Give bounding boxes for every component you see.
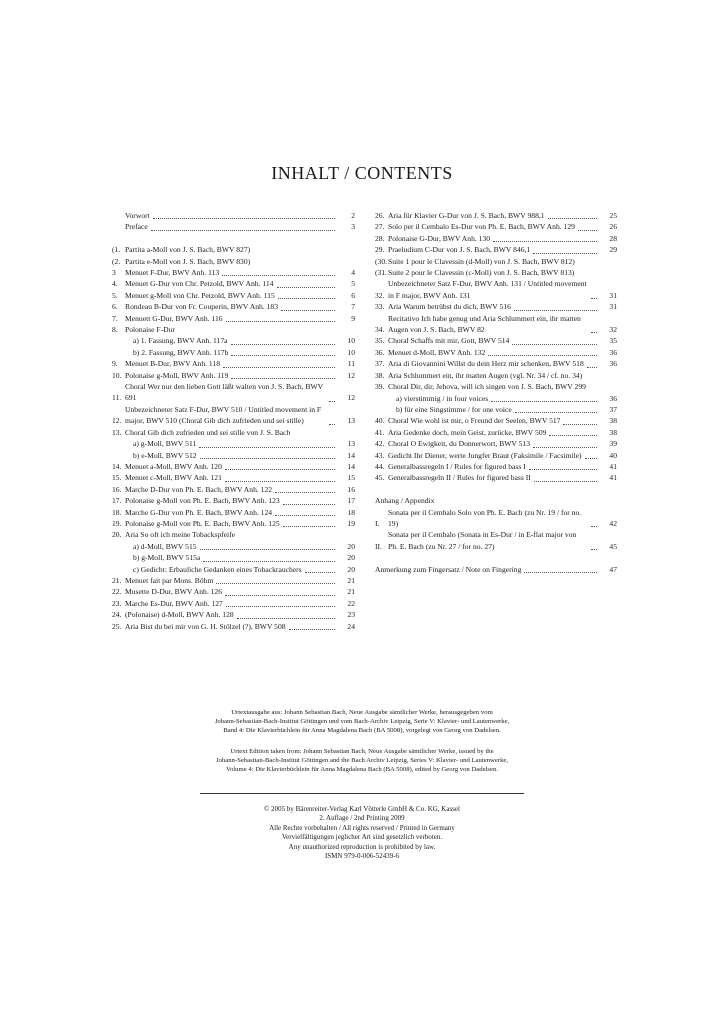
toc-entry [112, 507, 355, 518]
toc-entry-number: 23. [112, 598, 122, 608]
copyright-line: ISMN 979-0-006-52439-6 [324, 852, 400, 861]
toc-entry [112, 529, 355, 540]
toc-entry-text: b) e-Moll, BWV 512 [133, 450, 197, 460]
edition-line: Johann-Sebastian-Bach-Institut Göttingen und vom Bach-Archiv Leipzig, Serie V: Klavier- und Lautenwerke, [214, 718, 510, 726]
toc-entry-text: b) für eine Singstimme / for one voice [396, 404, 512, 414]
toc-entry [375, 267, 617, 278]
leader-dots [283, 504, 335, 505]
leader-dots [587, 367, 597, 368]
toc-entry-number: 12. [112, 416, 122, 426]
toc-entry [112, 495, 355, 506]
toc-right-entries [375, 210, 617, 484]
toc-entry [375, 450, 617, 461]
toc-entry-text: Choral Schaffs mit mir, Gott, BWV 514 [388, 336, 510, 346]
leader-dots [491, 401, 597, 402]
toc-entry-number: 15. [112, 473, 122, 483]
toc-entry-page: 14 [347, 461, 355, 471]
toc-entry-number: 21. [112, 575, 122, 585]
toc-entry-number: 10. [112, 370, 122, 380]
toc-entry-number: 26. [375, 211, 385, 220]
toc-entry-text: Menuet F-Dur, BWV Anh. 113 [125, 268, 220, 278]
toc-entry-page: 10 [347, 336, 355, 346]
leader-dots [578, 230, 597, 231]
toc-entry [112, 598, 355, 609]
toc-entry [112, 313, 355, 324]
toc-entry [375, 233, 617, 244]
toc-entry-number: (2. [112, 256, 121, 266]
toc-entry [112, 278, 355, 289]
leader-dots [533, 447, 597, 448]
toc-entry-number: 6. [112, 302, 118, 312]
toc-entry [375, 335, 617, 346]
toc-entry-number: 34. [375, 325, 385, 335]
toc-entry-page: 21 [347, 575, 355, 585]
toc-entry-number: 40. [375, 416, 385, 426]
toc-entry-number: (31. [375, 268, 388, 278]
toc-entry [112, 484, 355, 495]
toc-entry [112, 381, 355, 404]
toc-entry-number: 43. [375, 450, 385, 460]
leader-dots [563, 424, 597, 425]
toc-entry [112, 256, 355, 267]
toc-entry-text: Generalbassregeln II / Rules for figured bass II [388, 473, 531, 483]
leader-dots [529, 469, 597, 470]
toc-entry [112, 552, 355, 563]
toc-entry-page: 20 [347, 564, 355, 574]
toc-entry-text: Menuet g-Moll von Chr. Petzold, BWV Anh. 115 [125, 290, 275, 300]
edition-line: Urtext Edition taken from: Johann Sebastian Bach, Neue Ausgabe sämtlicher Werke, issued by the [230, 748, 494, 755]
toc-entry-number: 3 [112, 268, 116, 278]
toc-entry-page: 42 [609, 518, 617, 528]
leader-dots [222, 275, 335, 276]
toc-entry [112, 347, 355, 358]
toc-entry [375, 507, 617, 530]
toc-entry-page: 36 [609, 393, 617, 403]
toc-entry-number: 41. [375, 427, 385, 437]
edition-line: Band 4: Die Klavierbüchlein für Anna Magdalena Bach (BA 5008), vorgelegt von Georg von Dadelsen. [223, 727, 501, 735]
toc-entry-number: I. [375, 518, 380, 528]
toc-entry-text: Menuett G-Dur, BWV Anh. 116 [125, 313, 223, 323]
toc-entry-number: 22. [112, 587, 122, 597]
leader-dots [203, 561, 335, 562]
toc-entry-page: 4 [351, 268, 355, 278]
toc-entry-text: Polonaise g-Moll von Ph. E. Bach, BWV Anh. 125 [125, 518, 280, 528]
leader-dots [225, 469, 335, 470]
toc-entry-page: 14 [347, 450, 355, 460]
toc-entry-number: 14. [112, 461, 122, 471]
leader-dots [226, 606, 335, 607]
toc-entry-page: 7 [351, 302, 355, 312]
toc-entry-text: Choral Wie wohl ist mir, o Freund der Seelen, BWV 517 [388, 416, 561, 426]
toc-entry [112, 324, 355, 335]
toc-entry-page: 18 [347, 507, 355, 517]
toc-entry [112, 575, 355, 586]
leader-dots [275, 515, 335, 516]
toc-entry [375, 347, 617, 358]
toc-entry-text: b) g-Moll, BWV 515a [133, 553, 201, 563]
leader-dots [231, 344, 336, 345]
toc-entry-text: Preface [125, 222, 148, 232]
toc-entry-text: Aria So oft ich meine Tobackspfeife [125, 530, 236, 540]
toc-entry [375, 404, 617, 415]
toc-entry-page: 35 [609, 336, 617, 346]
toc-entry-text: Aria für Klavier G-Dur von J. S. Bach, BWV 988,1 [388, 211, 545, 220]
edition-line: Urtextausgabe aus: Johann Sebastian Bach, Neue Ausgabe sämtlicher Werke, herausgegeben vom [231, 709, 493, 716]
copyright-line: Vervielfältigungen jeglicher Art sind gesetzlich verboten. [281, 833, 443, 842]
toc-entry-number: (30. [375, 256, 388, 266]
leader-dots [200, 458, 335, 459]
toc-entry-text: Unbezeichneter Satz F-Dur, BWV Anh. 131 / Untitled movement in F major, BWV Anh. 131 [388, 279, 587, 300]
toc-entry-text: Menuet B-Dur, BWV Anh. 118 [125, 359, 221, 369]
toc-entry [112, 290, 355, 301]
leader-dots [231, 355, 335, 356]
toc-entry-page: 20 [347, 541, 355, 551]
leader-dots [225, 481, 335, 482]
toc-entry-number: 35. [375, 336, 385, 346]
toc-entry [112, 404, 355, 427]
leader-dots [329, 401, 335, 402]
toc-entry-number: (1. [112, 245, 121, 255]
leader-dots [275, 492, 335, 493]
toc-entry-page: 41 [609, 473, 617, 483]
toc-entry-text: Suite 1 pour le Clavessin (d-Moll) von J. S. Bach, BWV 812) [388, 256, 575, 266]
toc-entry-page: 22 [347, 598, 355, 608]
toc-entry-number: 11. [112, 393, 122, 403]
toc-entry [112, 609, 355, 620]
toc-entry-page: 36 [609, 347, 617, 357]
edition-line: Johann-Sebastian-Bach-Institut Göttingen and the Bach Archiv Leipzig, Series V: Klavier- und Lautenwerke, [215, 757, 509, 765]
leader-dots [329, 424, 335, 425]
toc-entry-page: 17 [347, 496, 355, 506]
toc-entry-number: 4. [112, 279, 118, 289]
leader-dots [200, 549, 335, 550]
toc-entry [375, 301, 617, 312]
toc-entry-page: 10 [347, 347, 355, 357]
toc-entry-page: 12 [347, 370, 355, 380]
toc-entry-text: Partita a-Moll von J. S. Bach, BWV 827) [125, 245, 251, 255]
divider-rule [200, 793, 524, 794]
toc-entry-text: Sonata per il Cembalo Solo von Ph. E. Bach (zu Nr. 19 / for no. 19) [388, 507, 582, 528]
copyright-line: © 2005 by Bärenreiter-Verlag Karl Vötterle GmbH & Co. KG, Kassel [264, 805, 460, 813]
leader-dots [515, 412, 597, 413]
appendix-heading [375, 495, 617, 506]
toc-entry-text: Generalbassregeln I / Rules for figured bass I [388, 461, 526, 471]
toc-entry [112, 450, 355, 461]
toc-entry [375, 313, 617, 336]
toc-entry-number: 17. [112, 496, 122, 506]
toc-entry [112, 358, 355, 369]
toc-entry-text: Marche D-Dur von Ph. E. Bach, BWV Anh. 122 [125, 484, 273, 494]
leader-dots [199, 447, 335, 448]
toc-entry [375, 529, 617, 552]
toc-entry-text: (Polonaise) d-Moll, BWV Anh. 128 [125, 610, 234, 620]
leader-dots [231, 378, 335, 379]
toc-entry-page: 29 [609, 245, 617, 255]
toc-entry-page: 15 [347, 473, 355, 483]
toc-entry-page: 13 [347, 439, 355, 449]
toc-entry-text: Aria Bist du bei mir von G. H. Stölzel (?), BWV 508 [125, 621, 286, 631]
toc-entry-number: 19. [112, 518, 122, 528]
toc-entry-page: 36 [609, 359, 617, 369]
toc-entry-text: Polonaise G-Dur, BWV Anh. 130 [388, 233, 491, 243]
toc-entry-number: 38. [375, 370, 385, 380]
toc-entry-number: 16. [112, 484, 122, 494]
toc-entry-page: 40 [609, 450, 617, 460]
toc-entry-number: 42. [375, 439, 385, 449]
toc-entry [375, 461, 617, 472]
toc-entry-page: 38 [609, 427, 617, 437]
toc-entry [112, 461, 355, 472]
leader-dots [591, 298, 597, 299]
page-title: INHALT / CONTENTS [271, 163, 453, 183]
toc-entry-text: Menuet c-Moll, BWV Anh. 121 [125, 473, 222, 483]
toc-entry-text: Polonaise F-Dur [125, 325, 175, 335]
toc-entry-text: Rondeau B-Dur von Fr. Couperin, BWV Anh. 183 [125, 302, 278, 312]
toc-entry-text: Choral O Ewigkeit, du Donnerwort, BWV 513 [388, 439, 531, 449]
toc-entry-text: Menuet a-Moll, BWV Anh. 120 [125, 461, 222, 471]
toc-entry [375, 358, 617, 369]
toc-entry-page: 39 [609, 439, 617, 449]
toc-entry-text: a) g-Moll, BWV 511 [133, 439, 197, 449]
toc-entry-page: 16 [347, 484, 355, 494]
toc-entry-text: Sonata per il Cembalo (Sonata in Es-Dur / in E-flat major von Ph. E. Bach (zu Nr. 27 / for no. 27) [388, 530, 577, 551]
toc-entry [112, 472, 355, 483]
leader-dots [512, 344, 597, 345]
appendix-entries [375, 507, 617, 553]
leader-dots [548, 218, 597, 219]
leader-dots [591, 549, 597, 550]
leader-dots [488, 355, 597, 356]
toc-entry [112, 221, 355, 232]
toc-entry-number: 29. [375, 245, 385, 255]
toc-entry-number: II. [375, 541, 382, 551]
toc-entry-text: Choral Wer nur den lieben Gott läßt walten von J. S. Bach, BWV 691 [125, 382, 323, 403]
toc-entry [375, 427, 617, 438]
toc-entry-text: Polonaise g-Moll, BWV Anh. 119 [125, 370, 229, 380]
toc-right-column [375, 210, 617, 575]
toc-entry-number: 27. [375, 222, 385, 232]
toc-entry-text: Polonaise g-Moll von Ph. E. Bach, BWV Anh. 123 [125, 496, 280, 506]
leader-dots [278, 298, 335, 299]
toc-entry-number: 18. [112, 507, 122, 517]
toc-entry-page: 45 [609, 541, 617, 551]
toc-entry-text: Musette D-Dur, BWV Anh. 126 [125, 587, 223, 597]
toc-entry-number: 13. [112, 427, 122, 437]
toc-entry [112, 438, 355, 449]
toc-entry-text: Solo per il Cembalo Es-Dur von Ph. E. Bach, BWV Anh. 129 [388, 222, 575, 232]
toc-entry [375, 244, 617, 255]
toc-entry-text: Praeludium C-Dur von J. S. Bach, BWV 846,1 [388, 245, 531, 255]
toc-entry-page: 26 [609, 222, 617, 232]
toc-entry-page: 23 [347, 610, 355, 620]
toc-entry-page: 9 [351, 313, 355, 323]
leader-dots [289, 629, 335, 630]
toc-entry-number: 24. [112, 610, 122, 620]
leader-dots [534, 481, 597, 482]
toc-entry-page: 31 [609, 302, 617, 312]
leader-dots [549, 435, 597, 436]
toc-entry-text: Unbezeichneter Satz F-Dur, BWV 510 / Untitled movement in F major, BWV 510 (Choral Gib dich zufrieden und sei stille) [125, 404, 322, 426]
toc-entry-text: Aria Warum betrübst du dich, BWV 516 [388, 302, 511, 312]
toc-entry-number: 39. [375, 382, 385, 392]
toc-entry-page: 3 [351, 222, 355, 232]
leader-dots [524, 572, 597, 573]
toc-entry [112, 586, 355, 597]
leader-dots [283, 526, 335, 527]
edition-note-german [150, 708, 574, 736]
toc-entry-text: Choral Gib dich zufrieden und sei stille von J. S. Bach [125, 427, 291, 437]
toc-left-column [112, 210, 355, 632]
toc-entry [112, 427, 355, 438]
leader-dots [216, 583, 335, 584]
toc-entry-text: b) 2. Fassung, BWV Anh. 117b [133, 347, 229, 357]
toc-entry [375, 210, 617, 221]
leader-dots [591, 332, 597, 333]
toc-entry-number: 33. [375, 302, 385, 312]
toc-entry-text: Recitativo Ich habe genug und Aria Schlummert ein, ihr matten Augen von J. S. Bach, BWV 82 [388, 313, 581, 335]
toc-entry-number: 9. [112, 359, 118, 369]
toc-entry-number: 20. [112, 530, 122, 540]
toc-entry [375, 438, 617, 449]
leader-dots [514, 310, 597, 311]
leader-dots [223, 367, 335, 368]
copyright-block [150, 805, 574, 861]
toc-entry-text: a) d-Moll, BWV 515 [133, 541, 197, 551]
leader-dots [153, 218, 335, 219]
toc-entry-page: 32 [609, 325, 617, 335]
toc-entry-text: Choral Dir, dir, Jehova, will ich singen von J. S. Bach, BWV 299 [388, 382, 586, 392]
toc-entry-page: 25 [609, 211, 617, 220]
toc-entry [112, 210, 355, 221]
toc-entry [375, 415, 617, 426]
toc-entry [375, 278, 617, 301]
toc-entry [375, 370, 617, 381]
toc-entry-text: a) vierstimmig / in four voices [396, 393, 489, 403]
toc-entry-page: 12 [347, 393, 355, 403]
toc-entry-text: c) Gedicht: Erbauliche Gedanken eines Tobackrauchers [133, 564, 302, 574]
toc-entry-page: 6 [351, 290, 355, 300]
toc-entry [375, 472, 617, 483]
leader-dots [493, 241, 597, 242]
toc-entry-number: 25. [112, 621, 122, 631]
toc-entry-number: 37. [375, 359, 385, 369]
copyright-line: Alle Rechte vorbehalten / All rights reserved / Printed in Germany [269, 823, 455, 832]
leader-dots [151, 230, 335, 231]
toc-entry [375, 393, 617, 404]
toc-entry-page: 21 [347, 587, 355, 597]
leader-dots [237, 618, 335, 619]
toc-entry [112, 267, 355, 278]
toc-entry-number: 44. [375, 461, 385, 471]
toc-entry-text: Menuet fait par Mons. Böhm [125, 575, 214, 585]
toc-entry-page: 28 [609, 233, 617, 243]
leader-dots [585, 458, 598, 459]
copyright-line: Any unauthorized reproduction is prohibited by law. [288, 842, 436, 851]
toc-entry-text: Menuet d-Moll, BWV Anh. 132 [388, 347, 486, 357]
toc-entry-number: 7. [112, 313, 118, 323]
toc-entry-page: 24 [347, 621, 355, 631]
toc-entry [112, 335, 355, 346]
toc-entry [112, 370, 355, 381]
toc-entry-page: 11 [347, 359, 355, 369]
toc-entry [112, 244, 355, 255]
toc-entry-fingering [375, 564, 617, 575]
toc-entry-text: Gedicht Ihr Diener, werte Jungfer Braut (Faksimile / Facsimile) [388, 450, 582, 460]
toc-entry-number: 45. [375, 473, 385, 483]
copyright-line: 2. Auflage / 2nd Printing 2009 [319, 814, 405, 823]
toc-entry-text: a) 1. Fassung, BWV Anh. 117a [133, 336, 228, 346]
edition-note-english [150, 747, 574, 775]
leader-dots [281, 310, 335, 311]
toc-entry-page: 31 [609, 290, 617, 300]
toc-entry-text: Aria Schlummert ein, ihr matten Augen (vgl. Nr. 34 / cf. no. 34) [388, 370, 583, 380]
toc-entry-text: Marche Es-Dur, BWV Anh. 127 [125, 598, 223, 608]
edition-line: Volume 4: Die Klavierbüchlein für Anna Magdalena Bach (BA 5008), edited by Georg von Dadelsen. [225, 766, 498, 774]
toc-entry [375, 221, 617, 232]
leader-dots [591, 526, 597, 527]
toc-entry [112, 564, 355, 575]
toc-entry-text: Aria di Giovannini Willst du dein Herz mir schenken, BWV 518 [388, 359, 584, 369]
toc-entry-page: 47 [609, 564, 617, 574]
toc-entry [112, 518, 355, 529]
appendix-heading-text: Anhang / Appendix [375, 496, 435, 506]
toc-entry-page: 13 [347, 416, 355, 426]
toc-entry-text: Partita e-Moll von J. S. Bach, BWV 830) [125, 256, 251, 266]
toc-entry-text: Menuet G-Dur von Chr. Petzold, BWV Anh. 114 [125, 279, 274, 289]
toc-entry [112, 301, 355, 312]
toc-entry-number: 8. [112, 325, 118, 335]
toc-entry-page: 5 [351, 279, 355, 289]
toc-entry-page: 20 [347, 553, 355, 563]
toc-entry-text: Suite 2 pour le Clavessin (c-Moll) von J. S. Bach, BWV 813) [388, 268, 575, 278]
toc-entry-text: Marche G-Dur von Ph. E. Bach, BWV Anh. 124 [125, 507, 273, 517]
toc-entry-text: Vorwort [125, 211, 150, 220]
toc-entry-page: 41 [609, 461, 617, 471]
toc-entry [375, 256, 617, 267]
leader-dots [226, 321, 335, 322]
toc-entry-page: 19 [347, 518, 355, 528]
leader-dots [277, 287, 336, 288]
toc-entry-text: Anmerkung zum Fingersatz / Note on Fingering [375, 564, 522, 574]
toc-entry-number: 32. [375, 290, 385, 300]
leader-dots [305, 572, 335, 573]
leader-dots [225, 595, 335, 596]
toc-entry-text: Aria Gedenke doch, mein Geist, zurücke, BWV 509 [388, 427, 547, 437]
leader-dots [533, 253, 597, 254]
toc-entry [375, 381, 617, 392]
toc-entry-number: 28. [375, 233, 385, 243]
toc-entry-page: 38 [609, 416, 617, 426]
toc-entry-number: 36. [375, 347, 385, 357]
toc-entry-page: 2 [351, 211, 355, 220]
toc-entry-number: 5. [112, 290, 118, 300]
toc-entry-page: 37 [609, 404, 617, 414]
toc-entry [112, 621, 355, 632]
toc-entry [112, 541, 355, 552]
